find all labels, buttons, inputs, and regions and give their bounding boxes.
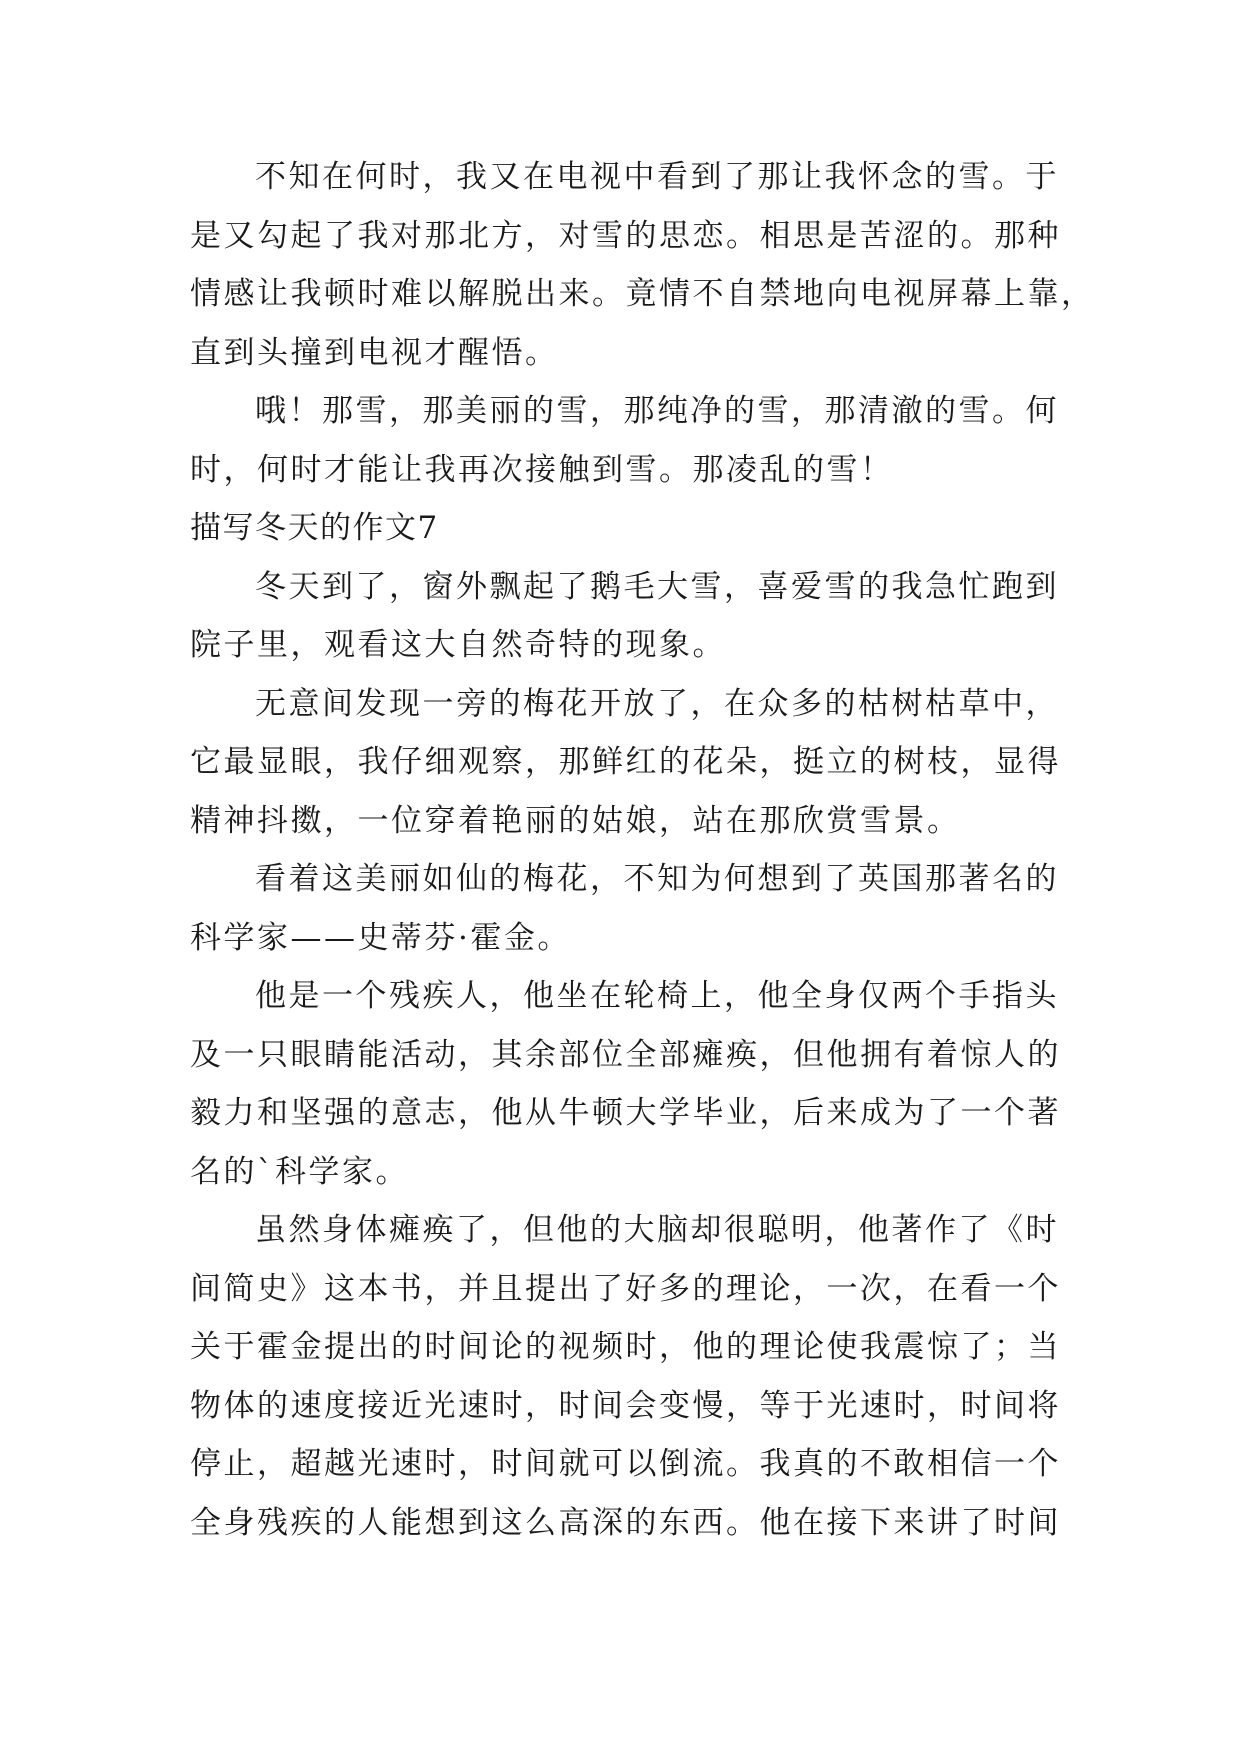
paragraph-line: 全身残疾的人能想到这么高深的东西。他在接下来讲了时间 — [190, 1504, 1061, 1541]
paragraph-line: 精神抖擞，一位穿着艳丽的姑娘，站在那欣赏雪景。 — [190, 802, 961, 839]
paragraph-line: 冬天到了，窗外飘起了鹅毛大雪，喜爱雪的我急忙跑到 — [255, 568, 1059, 605]
paragraph-line: 他是一个残疾人，他坐在轮椅上，他全身仅两个手指头 — [255, 978, 1059, 1014]
paragraph-line: 时，何时才能让我再次接触到雪。那凌乱的雪！ — [190, 451, 894, 488]
paragraph-line: 毅力和坚强的意志，他从牛顿大学毕业，后来成为了一个著 — [190, 1095, 1061, 1131]
paragraph-line: 物体的速度接近光速时，时间会变慢，等于光速时，时间将 — [190, 1387, 1061, 1424]
paragraph-line: 哦！那雪，那美丽的雪，那纯净的雪，那清澈的雪。何 — [255, 393, 1059, 429]
paragraph-line: 间简史》这本书，并且提出了好多的理论，一次，在看一个 — [190, 1270, 1061, 1307]
paragraph-line: 无意间发现一旁的梅花开放了，在众多的枯树枯草中， — [255, 685, 1059, 722]
paragraph-line: 及一只眼睛能活动，其余部位全部瘫痪，但他拥有着惊人的 — [190, 1036, 1061, 1073]
paragraph-line: 它最显眼，我仔细观察，那鲜红的花朵，挺立的树枝，显得 — [190, 744, 1061, 780]
paragraph-line: 直到头撞到电视才醒悟。 — [190, 334, 559, 371]
paragraph-line: 虽然身体瘫痪了，但他的大脑却很聪明，他著作了《时 — [255, 1212, 1059, 1248]
paragraph-line: 是又勾起了我对那北方，对雪的思恋。相思是苦涩的。那种 — [190, 217, 1061, 254]
paragraph-line: 不知在何时，我又在电视中看到了那让我怀念的雪。于 — [255, 159, 1059, 195]
paragraph-line: 情感让我顿时难以解脱出来。竟情不自禁地向电视屏幕上靠， — [190, 276, 1095, 312]
paragraph-line: 看着这美丽如仙的梅花，不知为何想到了英国那著名的 — [255, 861, 1059, 897]
section-heading: 描写冬天的作文7 — [190, 510, 439, 546]
paragraph-line: 名的`科学家。 — [190, 1153, 409, 1190]
paragraph-line: 停止，超越光速时，时间就可以倒流。我真的不敢相信一个 — [190, 1446, 1061, 1482]
paragraph-line: 科学家——史蒂芬·霍金。 — [190, 919, 571, 956]
paragraph-line: 关于霍金提出的时间论的视频时，他的理论使我震惊了；当 — [190, 1329, 1061, 1365]
paragraph-line: 院子里，观看这大自然奇特的现象。 — [190, 627, 726, 663]
document-body — [190, 148, 1095, 1552]
